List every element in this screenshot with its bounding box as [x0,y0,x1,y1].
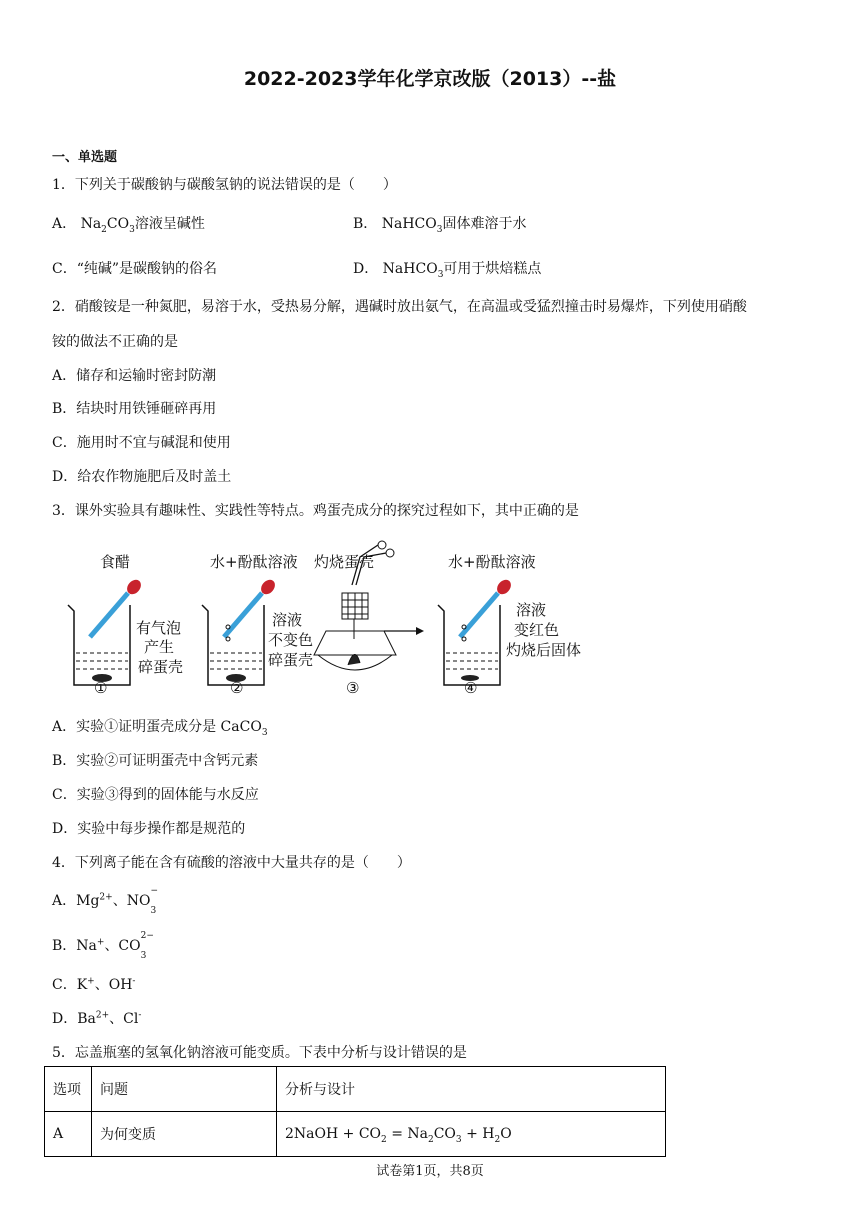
q3-option-c: C．实验③得到的固体能与水反应 [52,787,259,803]
q4-option-a: A．$Mg^{2+}$、NO − $_3$ [52,886,158,916]
beaker-4-icon [438,577,514,685]
page-footer: 试卷第1页，共8页 [376,1164,484,1179]
table-cell: A [45,1112,92,1157]
beaker-2-note-b: 不变色 [268,631,314,649]
q4-option-c: C．K+、OH- [52,976,136,993]
beaker-4-top-label: 水+酚酞溶液 [448,553,536,571]
q3-option-a: A．实验①证明蛋壳成分是 CaCO$_3$ [52,719,268,738]
q5-stem: 5．忘盖瓶塞的氢氧化钠溶液可能变质。下表中分析与设计错误的是 [52,1045,467,1061]
eggshell-experiment-figure [60,535,600,695]
q1-stem: 1．下列关于碳酸钠与碳酸氢钠的说法错误的是（ ） [52,177,397,193]
q3-option-b: B．实验②可证明蛋壳中含钙元素 [52,753,259,769]
step-1-number: ① [94,679,108,695]
beaker-1-icon [68,577,144,685]
table-header-cell: 问题 [92,1067,277,1112]
table-row [45,1112,666,1157]
beaker-1-note-c: 碎蛋壳 [138,658,184,676]
table-header-row [45,1067,666,1112]
burner-top-label: 灼烧蛋壳 [314,553,375,571]
table-header-cell: 选项 [45,1067,92,1112]
beaker-2-icon [202,577,278,685]
beaker-4-note-a: 溶液 [516,601,547,619]
q4-option-d: D．$Ba^{2+}$、Cl- [52,1010,142,1027]
q1-option-a: A． $Na_2CO_3$溶液呈碱性 [52,216,205,235]
q2-stem-line2: 铵的做法不正确的是 [52,334,178,350]
step-2-number: ② [230,679,244,695]
beaker-2-note-a: 溶液 [272,611,303,629]
beaker-4-note-c: 灼烧后固体 [506,641,582,659]
q1-option-c: C．“纯碱”是碳酸钠的俗名 [52,261,218,277]
beaker-1-top-label: 食醋 [100,553,131,571]
q3-stem: 3．课外实验具有趣味性、实践性等特点。鸡蛋壳成分的探究过程如下，其中正确的是 [52,503,579,519]
step-3-number: ③ [346,679,360,695]
q2-option-b: B．结块时用铁锤砸碎再用 [52,401,217,417]
beaker-4-note-b: 变红色 [514,621,560,639]
q4-option-b: B．Na+、CO 2− $_3$ [52,931,154,961]
beaker-2-note-c: 碎蛋壳 [268,651,314,669]
q2-option-c: C．施用时不宜与碱混和使用 [52,435,231,451]
q1-option-b: B． NaHCO$_3$固体难溶于水 [353,216,527,235]
table-cell: 为何变质 [92,1112,277,1157]
beaker-2-top-label: 水+酚酞溶液 [210,553,298,571]
arrow-right-icon [384,627,424,635]
step-4-number: ④ [464,679,478,695]
q2-stem-line1: 2．硝酸铵是一种氮肥，易溶于水，受热易分解，遇碱时放出氨气，在高温或受猛烈撞击时易爆炸，下列使用硝酸 [52,299,747,315]
q4-stem: 4．下列离子能在含有硫酸的溶液中大量共存的是（ ） [52,855,411,871]
q2-option-d: D．给农作物施肥后及时盖土 [52,469,232,485]
beaker-1-note-a: 有气泡 [136,619,182,637]
q2-option-a: A．储存和运输时密封防潮 [52,368,217,384]
table-header-cell: 分析与设计 [277,1067,666,1112]
beaker-1-note-b: 产生 [144,638,175,656]
table-cell-equation: 2NaOH + $CO_2 = Na_2CO_3 + H_2O$ [277,1112,666,1157]
q3-option-d: D．实验中每步操作都是规范的 [52,821,246,837]
q5-table [44,1066,666,1157]
q1-option-d: D． NaHCO$_3$可用于烘焙糕点 [353,261,542,280]
section-heading: 一、单选题 [52,150,118,165]
page-title: 2022-2023学年化学京改版（2013）--盐 [243,68,617,90]
